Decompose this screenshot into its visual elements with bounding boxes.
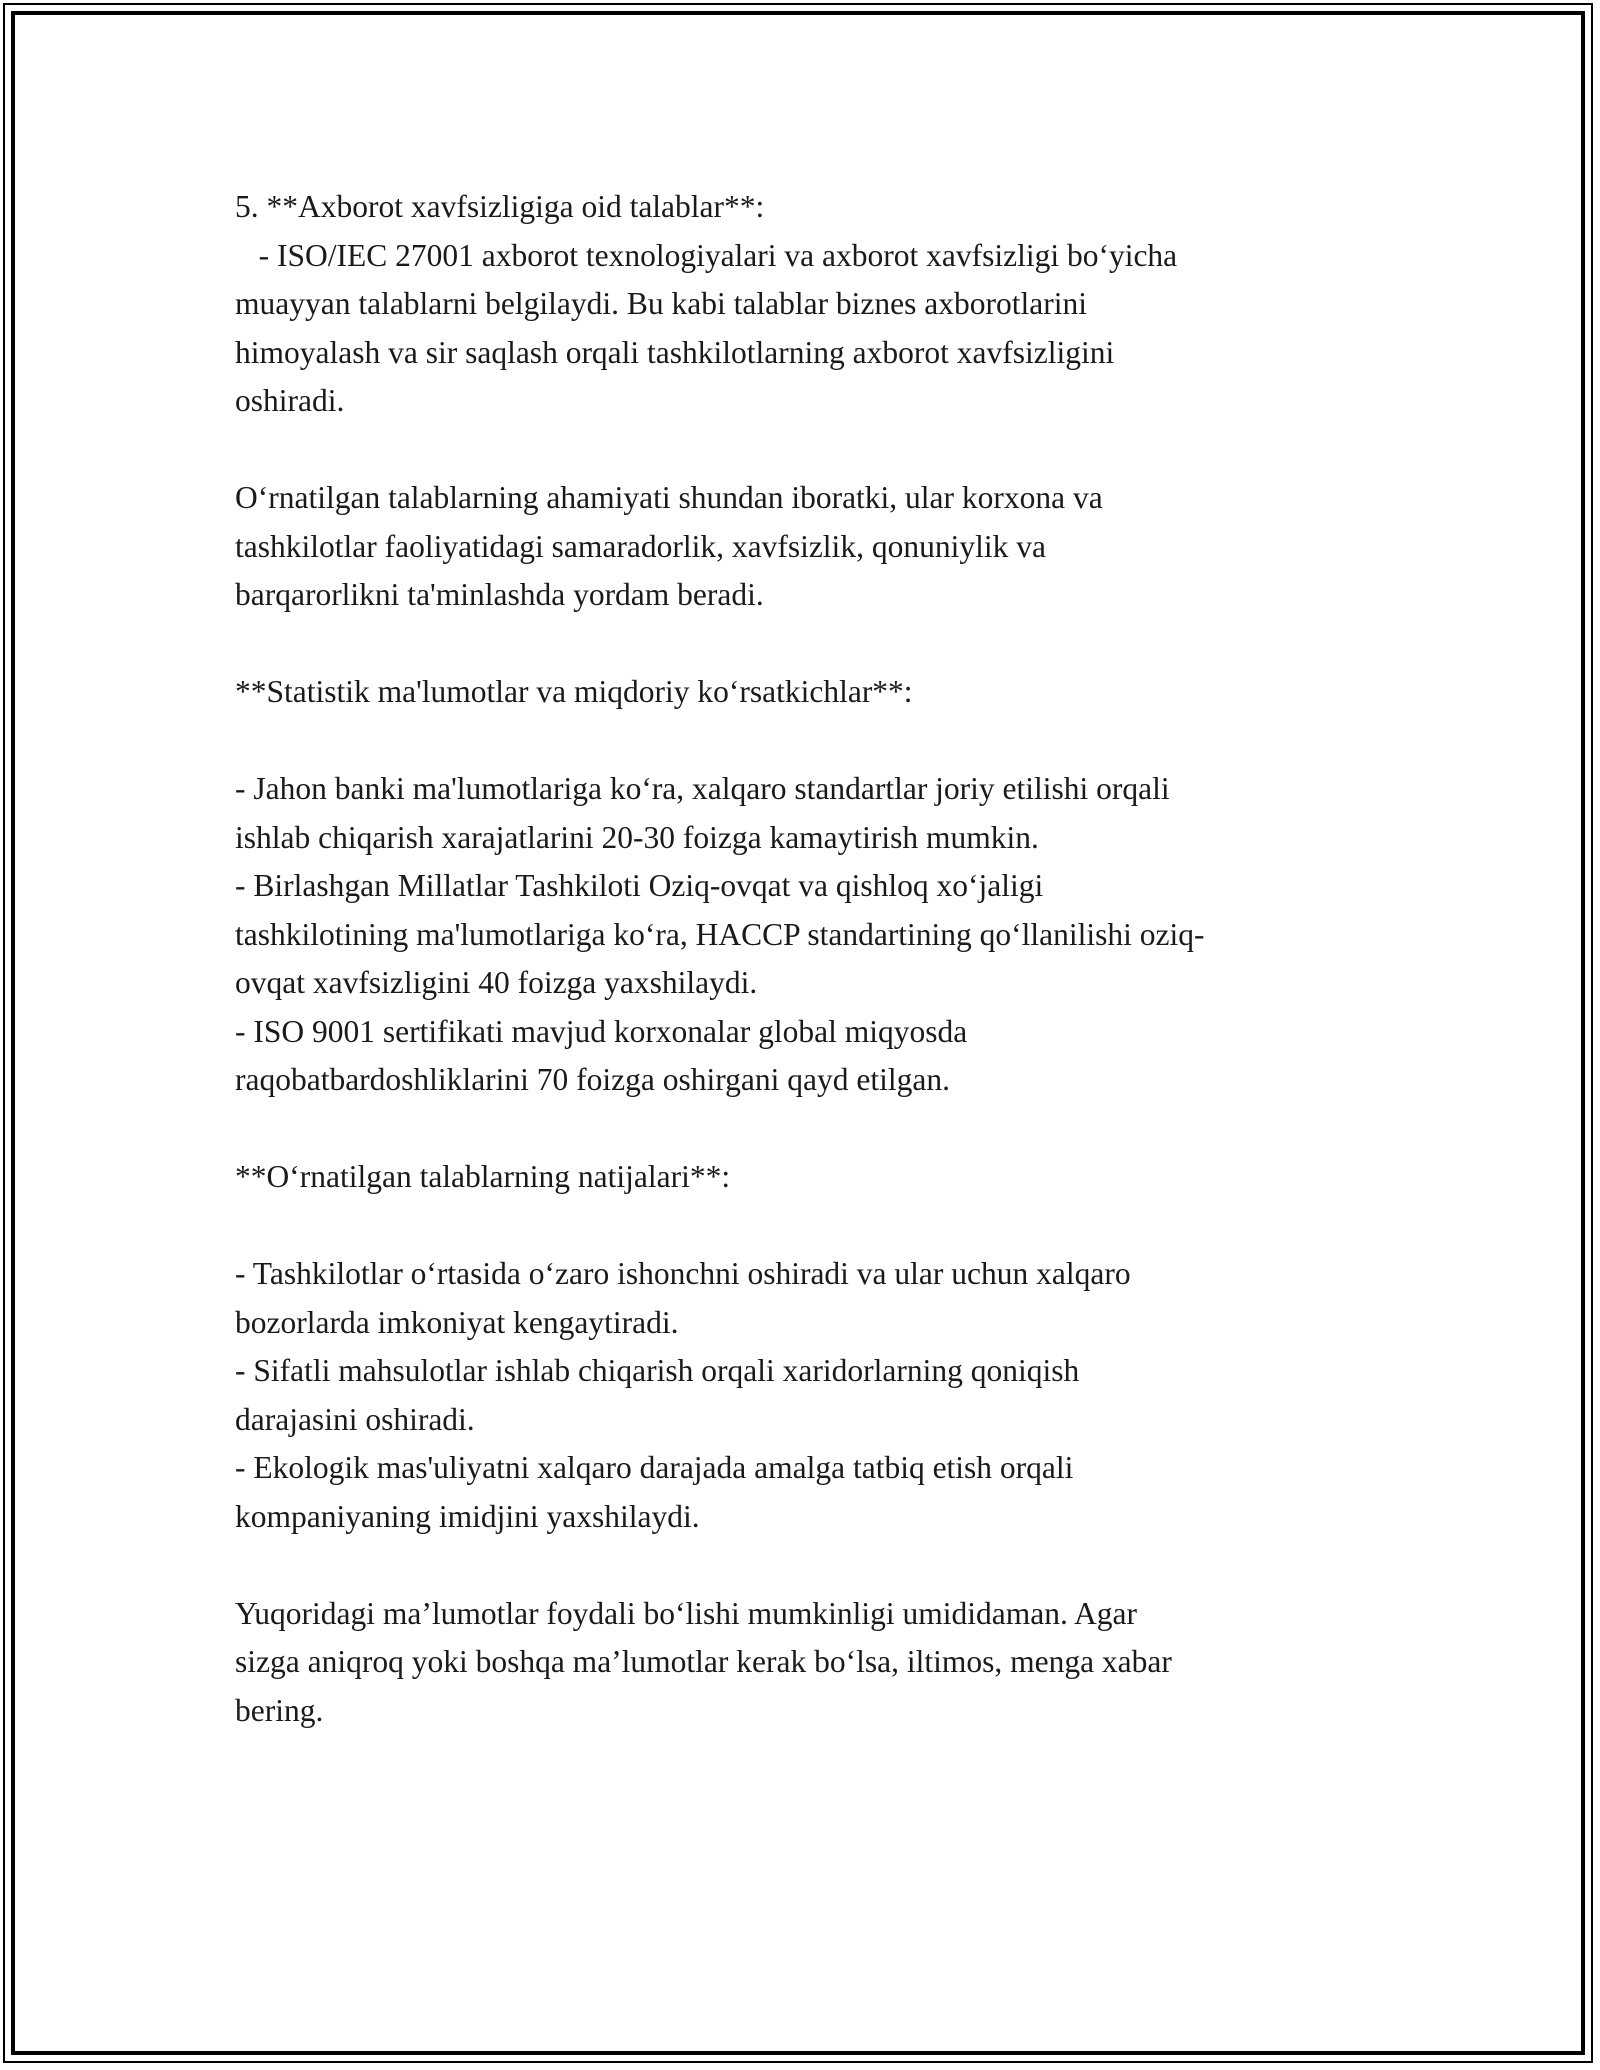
text-line: ovqat xavfsizligini 40 foizga yaxshilaydi. [235,965,758,1000]
section-results-list [235,1250,1395,1541]
paragraph-gap [235,1541,1395,1590]
section-statistics-list [235,765,1395,1105]
text-line: raqobatbardoshliklarini 70 foizga oshirgani qayd etilgan. [235,1062,950,1097]
text-line: - ISO/IEC 27001 axborot texnologiyalari va axborot xavfsizligi bo‘yicha [235,237,1178,273]
text-line: - Jahon banki ma'lumotlariga ko‘ra, xalqaro standartlar joriy etilishi orqali [235,771,1170,806]
text-line: - Tashkilotlar o‘rtasida o‘zaro ishonchni oshiradi va ular uchun xalqaro [235,1256,1131,1291]
section-importance [235,474,1395,620]
text-line: bering. [235,1692,324,1728]
text-line: O‘rnatilgan talablarning ahamiyati shundan iboratki, ular korxona va [235,480,1103,515]
text-line: sizga aniqroq yoki boshqa ma’lumotlar kerak bo‘lsa, iltimos, menga xabar [235,1644,1172,1679]
section-results-heading [235,1153,1395,1202]
text-line: 5. **Axborot xavfsizligiga oid talablar**: [235,189,765,224]
text-line: muayyan talablarni belgilaydi. Bu kabi talablar biznes axborotlarini [235,286,1087,321]
text-line: kompaniyaning imidjini yaxshilaydi. [235,1498,700,1534]
text-line: himoyalash va sir saqlash orqali tashkilotlarning axborot xavfsizligini [235,334,1115,370]
text-line: bozorlarda imkoniyat kengaytiradi. [235,1304,679,1340]
text-line: tashkilotining ma'lumotlariga ko‘ra, HACCP standartining qo‘llanilishi oziq- [235,916,1205,952]
text-line: - ISO 9001 sertifikati mavjud korxonalar global miqyosda [235,1013,968,1049]
text-line: barqarorlikni ta'minlashda yordam beradi. [235,577,764,612]
text-line: darajasini oshiradi. [235,1401,475,1437]
heading-line: **Statistik ma'lumotlar va miqdoriy ko‘rsatkichlar**: [235,674,913,709]
document-body [235,183,1395,1735]
text-line: - Ekologik mas'uliyatni xalqaro darajada amalga tatbiq etish orqali [235,1450,1074,1485]
paragraph-gap [235,1202,1395,1251]
section-information-security [235,183,1395,426]
paragraph-gap [235,426,1395,475]
text-line: - Sifatli mahsulotlar ishlab chiqarish orqali xaridorlarning qoniqish [235,1353,1080,1388]
text-line: Yuqoridagi ma’lumotlar foydali bo‘lishi mumkinligi umididaman. Agar [235,1595,1137,1631]
text-line: oshiradi. [235,383,345,418]
text-line: tashkilotlar faoliyatidagi samaradorlik, xavfsizlik, qonuniylik va [235,528,1046,564]
heading-line: **O‘rnatilgan talablarning natijalari**: [235,1159,731,1194]
text-line: ishlab chiqarish xarajatlarini 20-30 foizga kamaytirish mumkin. [235,819,1039,855]
paragraph-gap [235,717,1395,766]
paragraph-gap [235,620,1395,669]
paragraph-gap [235,1105,1395,1154]
section-closing [235,1590,1395,1736]
text-line: - Birlashgan Millatlar Tashkiloti Oziq-ovqat va qishloq xo‘jaligi [235,868,1044,903]
section-statistics-heading [235,668,1395,717]
